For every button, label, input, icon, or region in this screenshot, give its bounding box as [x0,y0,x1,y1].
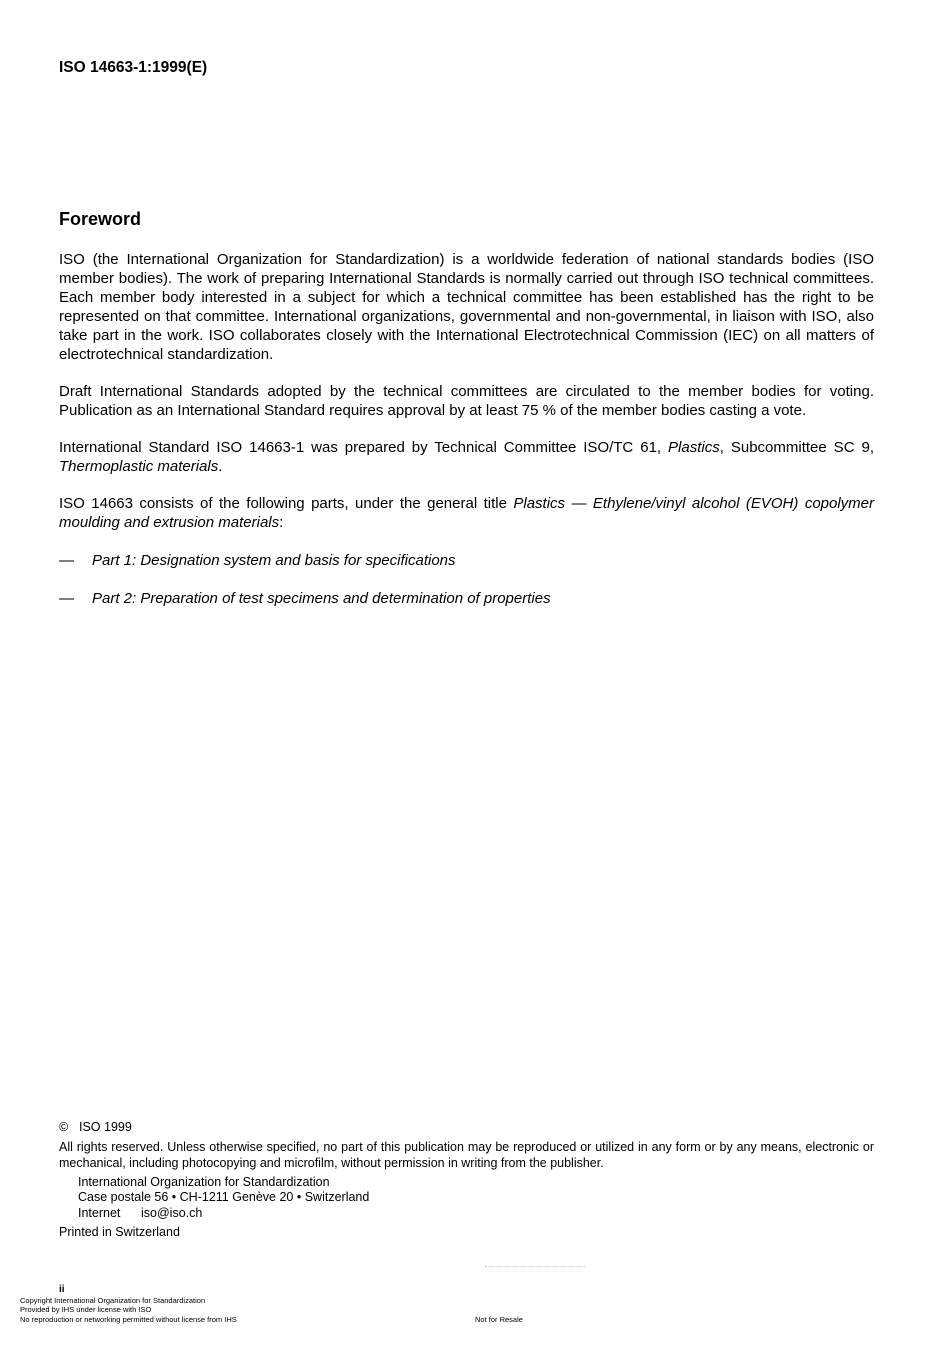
foreword-paragraph-2: Draft International Standards adopted by the technical committees are circulated to the member bodies for voting. Publication as an International Standard requires approval by at least 75 % of the member bodies casting a vote. [59,383,874,419]
scan-artifact-divider [485,1266,585,1270]
dash-bullet: — [59,552,74,569]
p3-text-c: , Subcommittee SC 9, [719,439,874,456]
list-item [59,551,456,570]
p4-text-a: ISO 14663 consists of the following parts, under the general title [59,495,514,512]
list-item [59,589,551,608]
p3-text-a: International Standard ISO 14663-1 was prepared by Technical Committee ISO/TC 61, [59,439,669,456]
document-id: ISO 14663-1:1999(E) [59,59,208,76]
p3-plastics: Plastics [668,439,720,456]
copyright-line [59,1120,132,1134]
p3-thermoplastic: Thermoplastic materials [59,458,219,475]
org-internet [78,1206,202,1220]
dash-bullet: — [59,590,74,607]
copyright-year: ISO 1999 [79,1120,132,1134]
p4-general-title: Plastics — Ethylene/vinyl alcohol (EVOH) copolymer moulding and extrusion materials [59,495,875,531]
page-number: ii [59,1284,65,1295]
footer-copyright: Copyright International Organization for Standardization [20,1296,206,1305]
foreword-paragraph-1: ISO (the International Organization for Standardization) is a worldwide federation of national standards bodies (ISO member bodies). The work of preparing International Standards is normally carried out through ISO technical committees. Each member body interested in a subject for which a technical committee has been established has the right to be represented on that committee. International organizations, governmental and non-governmental, in liaison with ISO, also take part in the work. ISO collaborates closely with the International Electrotechnical Commission (IEC) on all matters of electrotechnical standardization. [59,251,874,363]
printed-in: Printed in Switzerland [59,1225,180,1239]
copyright-icon: © [59,1120,69,1134]
part-1-title: Part 1: Designation system and basis for specifications [92,552,456,569]
foreword-paragraph-4 [59,494,874,532]
footer-provided-by: Provided by IHS under license with ISO [20,1305,152,1314]
internet-email: iso@iso.ch [141,1206,203,1220]
foreword-heading: Foreword [59,209,142,229]
org-name: International Organization for Standardization [78,1175,330,1189]
footer-not-for-resale: Not for Resale [475,1315,523,1324]
org-address: Case postale 56 • CH-1211 Genève 20 • Switzerland [78,1190,370,1204]
rights-statement: All rights reserved. Unless otherwise specified, no part of this publication may be reproduced or utilized in any form or by any means, electronic or mechanical, including photocopying and microfilm, without permission in writing from the publisher. [59,1140,874,1170]
foreword-paragraph-3 [59,438,874,476]
p4-text-c: : [279,514,284,531]
footer-no-reproduction: No reproduction or networking permitted without license from IHS [20,1315,237,1324]
part-2-title: Part 2: Preparation of test specimens and determination of properties [92,590,551,607]
p3-text-e: . [218,458,223,475]
internet-label: Internet [78,1206,121,1220]
